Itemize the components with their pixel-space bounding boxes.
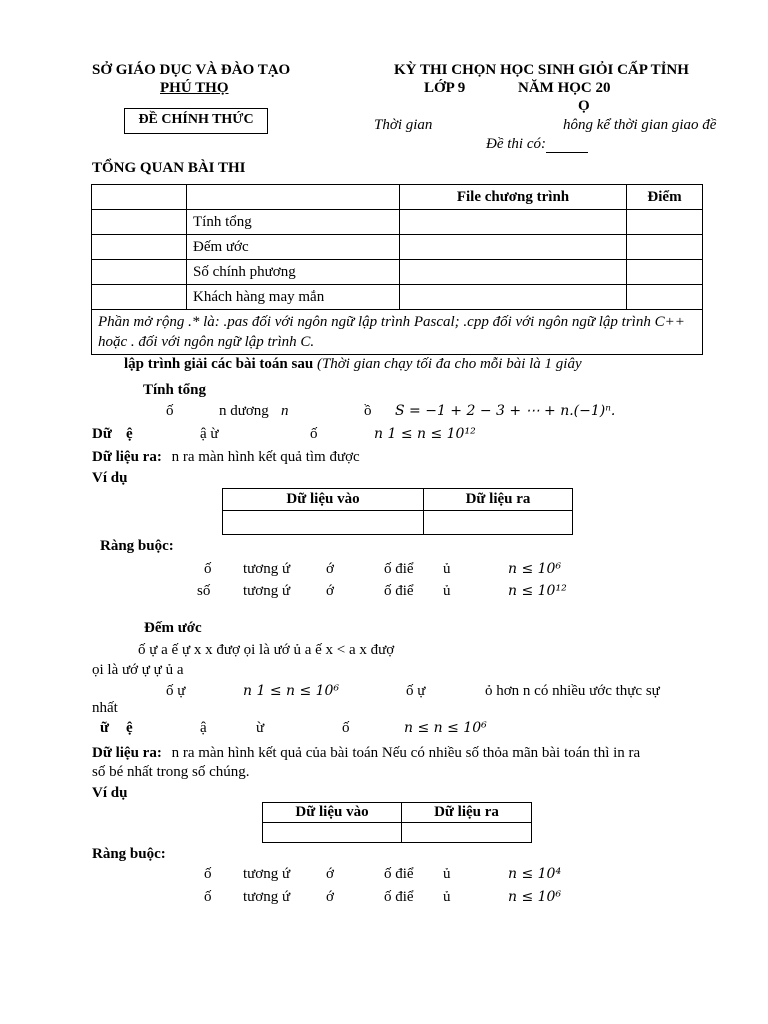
constraint-frag: ủ xyxy=(443,583,451,599)
constraint-frag: tương ứ xyxy=(243,561,291,577)
problem1-output-label: Dữ liệu ra: xyxy=(92,449,162,465)
problem1-title: Tính tổng xyxy=(143,382,206,398)
problem-name: Khách hàng may mắn xyxy=(187,285,400,310)
table-note-row xyxy=(92,310,703,355)
problem1-statement-frag-a: ố xyxy=(166,403,174,419)
col-header-name xyxy=(187,185,400,210)
constraint-frag: ớ xyxy=(326,889,334,905)
problem2-example-table xyxy=(262,802,532,843)
problem2-statement-math: n 1 ≤ n ≤ 10⁶ xyxy=(243,683,340,699)
constraint-frag: tương ứ xyxy=(243,889,291,905)
problem2-input-math: n ≤ n ≤ 10⁶ xyxy=(404,720,487,736)
problem1-output-text: n ra màn hình kết quả tìm được xyxy=(171,449,360,465)
problem2-statement-line1: ố ự a ế ự x x đượ ọi là ướ ủ a ế x < a x đượ xyxy=(138,642,395,658)
school-year: NĂM HỌC 20 xyxy=(518,80,611,96)
intro-bold: lập trình giải các bài toán sau xyxy=(124,356,314,372)
constraint-frag: tương ứ xyxy=(243,583,291,599)
problem1-input-label: Dữ xyxy=(92,426,112,442)
constraint-frag: ố xyxy=(204,889,212,905)
example-header-input: Dữ liệu vào xyxy=(263,803,402,823)
exam-title: KỲ THI CHỌN HỌC SINH GIỎI CẤP TỈNH xyxy=(394,62,689,78)
example-header-input: Dữ liệu vào xyxy=(223,489,424,511)
pages-blank-line xyxy=(546,152,588,153)
constraint-frag: ố điể xyxy=(384,866,414,882)
problem1-example-label: Ví dụ xyxy=(92,470,128,486)
problem1-output-line xyxy=(92,449,360,466)
problem1-statement-frag-c: ồ xyxy=(364,403,372,419)
table-row xyxy=(92,260,703,285)
problem2-statement-line4: nhất xyxy=(92,700,118,716)
constraint-frag: ớ xyxy=(326,866,334,882)
problem1-formula: S = −1 + 2 − 3 + ⋯ + n.(−1)ⁿ. xyxy=(395,403,616,419)
table-row xyxy=(92,285,703,310)
constraint-frag: tương ứ xyxy=(243,866,291,882)
problem2-output-text2: số bé nhất trong số chúng. xyxy=(92,764,250,780)
constraint-condition: n ≤ 10⁶ xyxy=(508,561,562,577)
problem2-statement-frag-c: ố ự xyxy=(406,683,426,699)
col-header-score: Điểm xyxy=(627,185,703,210)
province-name: PHÚ THỌ xyxy=(160,80,229,96)
constraint-condition: n ≤ 10⁴ xyxy=(508,866,562,882)
table-row xyxy=(223,511,573,535)
problem1-statement-frag-b: n dương xyxy=(219,403,269,419)
constraint-frag: ủ xyxy=(443,561,451,577)
time-label: Thời gian xyxy=(374,117,433,133)
official-label: ĐỀ CHÍNH THỨC xyxy=(124,108,268,134)
problem1-input-frag3: ố xyxy=(310,426,318,442)
problem1-input-frag1: ệ xyxy=(126,426,133,442)
problem1-constraints-label: Ràng buộc: xyxy=(100,538,174,554)
overview-header-row xyxy=(92,185,703,210)
overview-table xyxy=(91,184,703,355)
problem2-title: Đếm ước xyxy=(144,620,202,636)
school-year-suffix: Ọ xyxy=(578,98,590,114)
constraint-frag: ố xyxy=(204,866,212,882)
problem2-output-text: n ra màn hình kết quả của bài toán Nếu có nhiều số thỏa mãn bài toán thì in ra xyxy=(171,745,641,761)
constraint-condition: n ≤ 10⁶ xyxy=(508,889,562,905)
col-header-index xyxy=(92,185,187,210)
constraint-frag: ủ xyxy=(443,866,451,882)
problem2-statement-frag-a: ố ự xyxy=(166,683,186,699)
problem1-statement-n: n xyxy=(281,403,289,419)
constraint-condition: n ≤ 10¹² xyxy=(508,583,567,599)
intro-italic: (Thời gian chạy tối đa cho mỗi bài là 1 giây xyxy=(316,356,582,372)
problem2-input-frag-e: ố xyxy=(342,720,350,736)
problem2-constraints-label: Ràng buộc: xyxy=(92,846,166,862)
problem2-statement-frag-d: ỏ hơn n có nhiều ước thực sự xyxy=(485,683,660,699)
problem1-input-frag2: ậ ừ xyxy=(200,426,219,442)
constraint-frag: ủ xyxy=(443,889,451,905)
problem-name: Số chính phương xyxy=(187,260,400,285)
problem2-input-frag-c: ậ xyxy=(200,720,207,736)
constraint-frag: ố điể xyxy=(384,561,414,577)
problem-name: Tính tổng xyxy=(187,210,400,235)
time-note: hông kể thời gian giao đề xyxy=(563,117,717,133)
problem2-input-frag-b: ệ xyxy=(126,720,133,736)
constraint-frag: ố điể xyxy=(384,889,414,905)
table-row xyxy=(92,235,703,260)
constraint-frag: số xyxy=(197,583,211,599)
constraint-frag: ớ xyxy=(326,561,334,577)
extension-note: Phần mở rộng .* là: .pas đối với ngôn ngữ lập trình Pascal; .cpp đối với ngôn ngữ lập trình C++ hoặc . đối với ngôn ngữ lập trình C. xyxy=(92,310,703,355)
problem2-example-label: Ví dụ xyxy=(92,785,128,801)
problem2-output-line xyxy=(92,745,640,762)
constraint-frag: ố xyxy=(204,561,212,577)
col-header-file: File chương trình xyxy=(400,185,627,210)
overview-title: TỔNG QUAN BÀI THI xyxy=(92,160,246,176)
problem1-input-math: n 1 ≤ n ≤ 10¹² xyxy=(374,426,476,442)
example-header-output: Dữ liệu ra xyxy=(402,803,532,823)
department-name: SỞ GIÁO DỤC VÀ ĐÀO TẠO xyxy=(92,62,291,78)
problem2-input-frag-d: ừ xyxy=(256,720,265,736)
grade-label: LỚP 9 xyxy=(424,80,466,96)
constraint-frag: ố điể xyxy=(384,583,414,599)
table-row xyxy=(92,210,703,235)
problem2-output-label: Dữ liệu ra: xyxy=(92,745,162,761)
constraint-frag: ớ xyxy=(326,583,334,599)
problem2-input-frag-a: ữ xyxy=(100,720,110,736)
intro-line xyxy=(124,356,582,373)
problem1-example-table xyxy=(222,488,573,535)
problem-name: Đếm ước xyxy=(187,235,400,260)
problem2-statement-line2: ọi là ướ ự ự ủ a xyxy=(92,662,184,678)
table-row xyxy=(263,823,532,843)
example-header-output: Dữ liệu ra xyxy=(424,489,573,511)
pages-label: Đề thi có: xyxy=(486,136,546,152)
